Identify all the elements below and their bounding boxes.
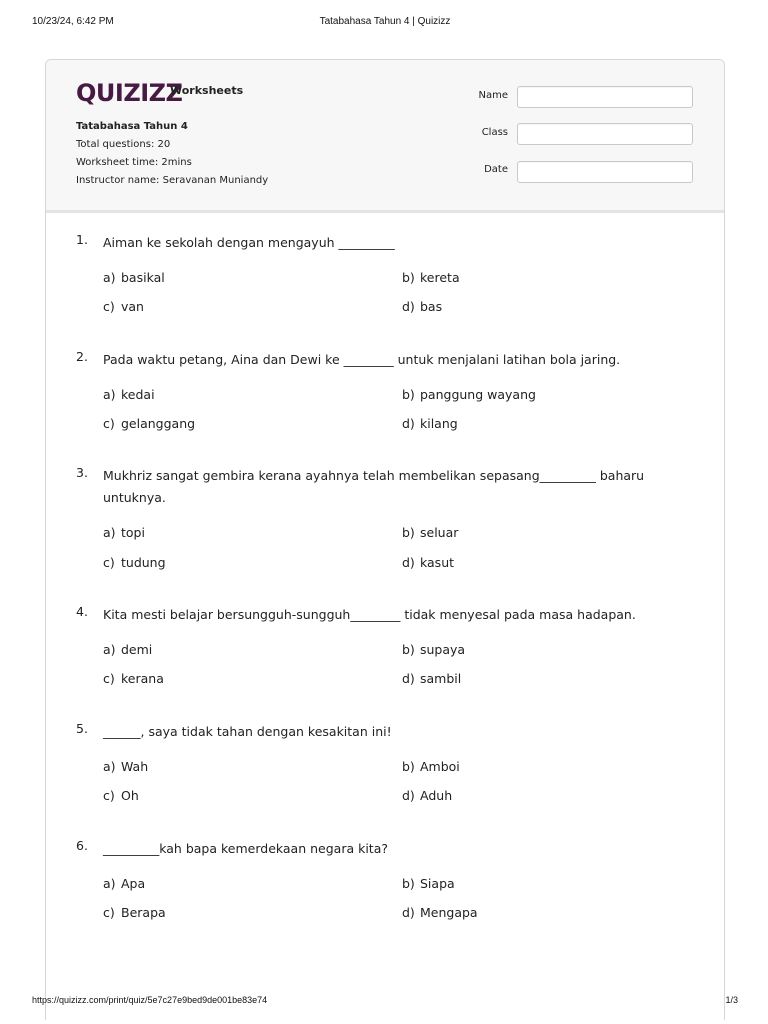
option-c xyxy=(103,905,166,920)
option-letter: c) xyxy=(103,905,115,920)
name-field[interactable] xyxy=(517,86,693,108)
option-text: topi xyxy=(121,525,145,540)
question-text: _________kah bapa kemerdekaan negara kita? xyxy=(103,841,389,856)
option-letter: d) xyxy=(402,905,415,920)
question-text: Pada waktu petang, Aina dan Dewi ke ________ untuk menjalani latihan bola jaring. xyxy=(103,352,621,367)
question-text: ______, saya tidak tahan dengan kesakitan ini! xyxy=(103,724,392,739)
option-letter: b) xyxy=(402,759,415,774)
question-number: 5. xyxy=(76,721,88,736)
worksheet-meta xyxy=(76,118,268,190)
option-text: sambil xyxy=(420,671,462,686)
option-text: Berapa xyxy=(121,905,166,920)
option-text: Apa xyxy=(121,876,146,891)
option-letter: d) xyxy=(402,788,415,803)
date-field[interactable] xyxy=(517,161,693,183)
class-field[interactable] xyxy=(517,123,693,145)
option-a xyxy=(103,759,148,774)
option-d xyxy=(402,905,478,920)
option-b xyxy=(402,525,458,540)
option-text: Siapa xyxy=(420,876,455,891)
option-letter: c) xyxy=(103,416,115,431)
option-letter: d) xyxy=(402,555,415,570)
option-a xyxy=(103,270,165,285)
question-number: 3. xyxy=(76,465,88,480)
option-letter: d) xyxy=(402,671,415,686)
date-label: Date xyxy=(484,164,508,175)
option-letter: c) xyxy=(103,555,115,570)
option-text: Aduh xyxy=(420,788,453,803)
worksheet-header xyxy=(46,60,724,213)
option-letter: a) xyxy=(103,387,116,402)
option-c xyxy=(103,788,139,803)
question-number: 1. xyxy=(76,232,88,247)
print-footer xyxy=(32,995,738,1007)
instructor-name: Instructor name: Seravanan Muniandy xyxy=(76,175,269,186)
option-letter: a) xyxy=(103,642,116,657)
logo-subtitle: Worksheets xyxy=(170,84,244,97)
option-d xyxy=(402,416,458,431)
quiz-title: Tatabahasa Tahun 4 xyxy=(76,121,188,132)
question-number: 6. xyxy=(76,838,88,853)
option-b xyxy=(402,387,536,402)
option-letter: d) xyxy=(402,416,415,431)
question-number: 2. xyxy=(76,349,88,364)
option-text: basikal xyxy=(121,270,165,285)
option-d xyxy=(402,555,454,570)
question-text: Aiman ke sekolah dengan mengayuh _________ xyxy=(103,235,395,250)
option-a xyxy=(103,876,145,891)
option-letter: a) xyxy=(103,759,116,774)
option-letter: a) xyxy=(103,876,116,891)
option-text: kedai xyxy=(121,387,155,402)
option-text: seluar xyxy=(420,525,459,540)
option-text: Oh xyxy=(121,788,139,803)
print-url: https://quizizz.com/print/quiz/5e7c27e9bed9de001be83e74 xyxy=(32,995,268,1005)
option-b xyxy=(402,642,465,657)
option-letter: a) xyxy=(103,525,116,540)
question-text: Kita mesti belajar bersungguh-sungguh________ tidak menyesal pada masa hadapan. xyxy=(103,607,636,622)
option-letter: b) xyxy=(402,876,415,891)
option-letter: b) xyxy=(402,642,415,657)
print-datetime: 10/23/24, 6:42 PM xyxy=(32,16,114,27)
option-c xyxy=(103,671,164,686)
option-letter: c) xyxy=(103,788,115,803)
option-d xyxy=(402,671,461,686)
option-text: Wah xyxy=(121,759,149,774)
option-c xyxy=(103,555,166,570)
worksheet xyxy=(45,59,725,1020)
option-letter: c) xyxy=(103,299,115,314)
option-text: tudung xyxy=(121,555,166,570)
worksheet-time: Worksheet time: 2mins xyxy=(76,157,192,168)
option-a xyxy=(103,525,145,540)
option-text: Amboi xyxy=(420,759,460,774)
question-text: Mukhriz sangat gembira kerana ayahnya telah membelikan sepasang_________ baharu untuknya. xyxy=(103,468,645,505)
option-text: kerana xyxy=(121,671,164,686)
option-b xyxy=(402,270,460,285)
option-letter: a) xyxy=(103,270,116,285)
name-label: Name xyxy=(478,90,508,101)
option-text: van xyxy=(121,299,144,314)
option-letter: b) xyxy=(402,387,415,402)
option-text: kasut xyxy=(420,555,455,570)
option-text: supaya xyxy=(420,642,466,657)
option-d xyxy=(402,788,452,803)
page-number: 1/3 xyxy=(725,995,738,1005)
option-text: bas xyxy=(420,299,443,314)
quizizz-logo: QUIZIZZ xyxy=(76,79,183,107)
option-b xyxy=(402,876,455,891)
total-questions: Total questions: 20 xyxy=(76,139,171,150)
option-text: demi xyxy=(121,642,153,657)
option-text: gelanggang xyxy=(121,416,196,431)
print-title: Tatabahasa Tahun 4 | Quizizz xyxy=(319,16,451,27)
option-d xyxy=(402,299,442,314)
option-letter: d) xyxy=(402,299,415,314)
option-letter: b) xyxy=(402,270,415,285)
print-header xyxy=(32,16,738,30)
option-text: kereta xyxy=(420,270,460,285)
option-text: panggung wayang xyxy=(420,387,536,402)
option-text: Mengapa xyxy=(420,905,478,920)
option-text: kilang xyxy=(420,416,458,431)
class-label: Class xyxy=(481,127,508,138)
option-letter: b) xyxy=(402,525,415,540)
option-a xyxy=(103,642,152,657)
option-c xyxy=(103,416,195,431)
option-a xyxy=(103,387,155,402)
question-number: 4. xyxy=(76,604,88,619)
option-c xyxy=(103,299,144,314)
option-letter: c) xyxy=(103,671,115,686)
option-b xyxy=(402,759,460,774)
